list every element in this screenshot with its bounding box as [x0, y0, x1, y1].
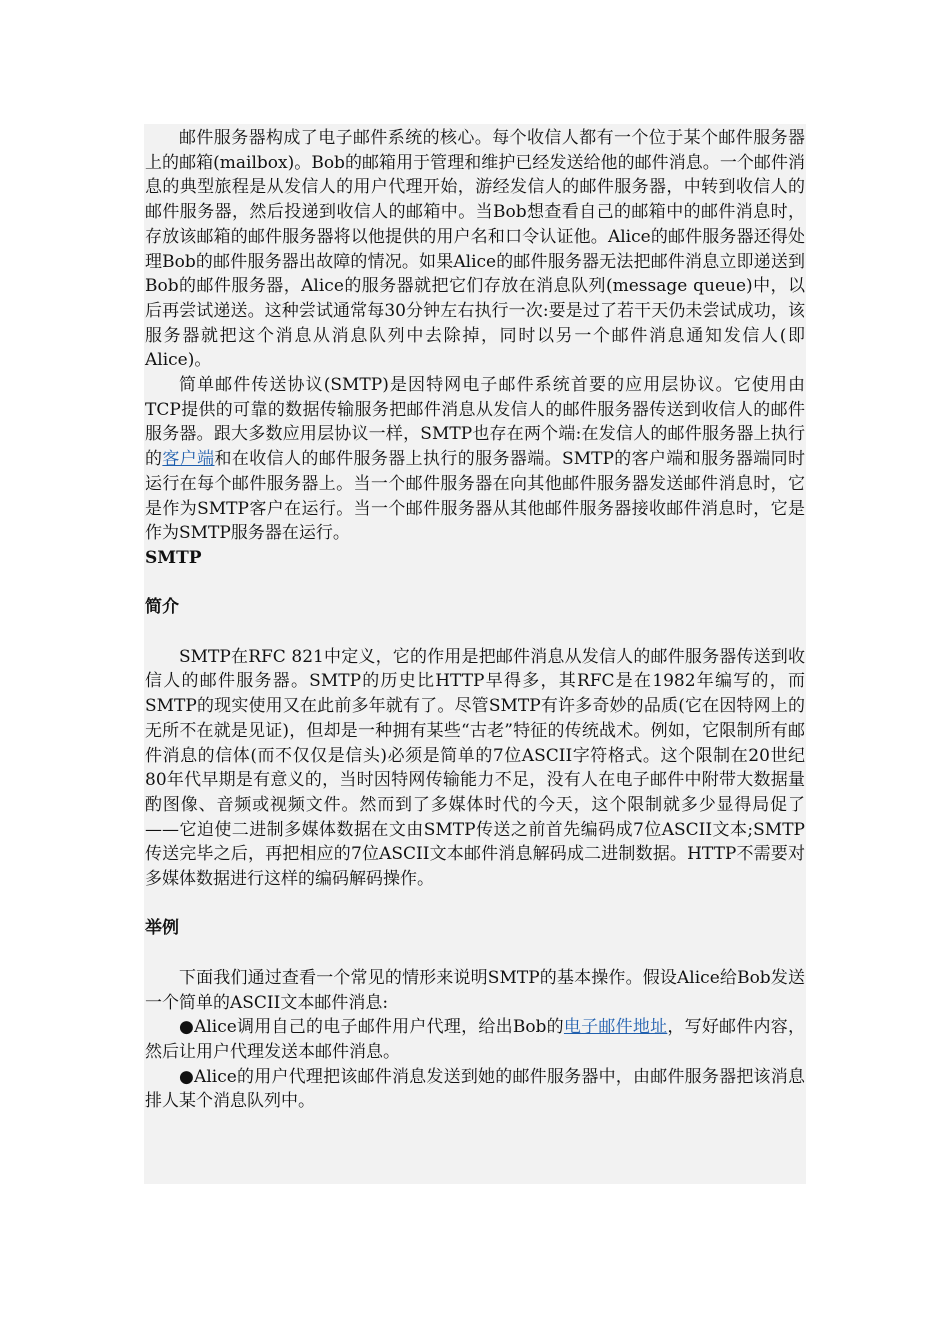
heading-smtp: SMTP	[145, 547, 202, 568]
heading-intro: 简介	[145, 597, 179, 618]
spacer	[145, 620, 805, 645]
list-item	[145, 1015, 805, 1064]
list-item: ●Alice的用户代理把该邮件消息发送到她的邮件服务器中，由邮件服务器把该消息排人某个消息队列中。	[145, 1066, 805, 1112]
text-run: 简单邮件传送协议(SMTP)是因特网电子邮件系统首要的应用层协议。它使用由TCP提供的可靠的数据传输服务把邮件消息从发信人的邮件服务器传送到收信人的邮件服务器。跟大多数应用层协议一样，SMTP也存在两个端:在发信人的邮件服务器上执行的	[145, 375, 805, 470]
heading-example: 举例	[145, 918, 179, 939]
paragraph-mail-server	[145, 126, 805, 373]
spacer	[145, 892, 805, 917]
paragraph-text: SMTP在RFC 821中定义，它的作用是把邮件消息从发信人的邮件服务器传送到收信人的邮件服务器。SMTP的历史比HTTP早得多，其RFC是在1982年编写的，而SMTP的现实使用又在此前多年就有了。尽管SMTP有许多奇妙的品质(它在因特网上的无所不在就是见证)，但却是一种拥有某些“古老”特征的传统战术。例如，它限制所有邮件消息的信体(而不仅仅是信头)必须是简单的7位ASCII字符格式。这个限制在20世纪80年代早期是有意义的，当时因特网传输能力不足，没有人在电子邮件中附带大数据量酌图像、音频或视频文件。然而到了多媒体时代的今天，这个限制就多少显得局促了——它迫使二进制多媒体数据在文由SMTP传送之前首先编码成7位ASCII文本;SMTP传送完毕之后，再把相应的7位ASCII文本邮件消息解码成二进制数据。HTTP不需要对多媒体数据进行这样的编码解码操作。	[145, 646, 805, 890]
paragraph-smtp-overview	[145, 373, 805, 546]
paragraph-text: 下面我们通过查看一个常见的情形来说明SMTP的基本操作。假设Alice给Bob发送一个简单的ASCII文本邮件消息:	[145, 967, 805, 1013]
text-run: 和在收信人的邮件服务器上执行的服务器端。SMTP的客户端和服务器端同时运行在每个邮件服务器上。当一个邮件服务器在向其他邮件服务器发送邮件消息时，它是作为SMTP客户在运行。当一个邮件服务器从其他邮件服务器接收邮件消息时，它是作为SMTP服务器在运行。	[145, 449, 806, 544]
spacer	[145, 941, 805, 966]
spacer	[145, 571, 805, 596]
paragraph-text: 邮件服务器构成了电子邮件系统的核心。每个收信人都有一个位于某个邮件服务器上的邮箱(mailbox)。Bob的邮箱用于管理和维护已经发送给他的邮件消息。一个邮件消息的典型旅程是从发信人的用户代理开始，游经发信人的邮件服务器，中转到收信人的邮件服务器，然后投递到收信人的邮箱中。当Bob想查看自己的邮箱中的邮件消息时，存放该邮箱的邮件服务器将以他提供的用户名和口令认证他。Alice的邮件服务器还得处理Bob的邮件服务器出故障的情况。如果Alice的邮件服务器无法把邮件消息立即递送到Bob的邮件服务器，Alice的服务器就把它们存放在消息队列(message queue)中，以后再尝试递送。这种尝试通常每30分钟左右执行一次:要是过了若干天仍未尝试成功，该服务器就把这个消息从消息队列中去除掉，同时以另一个邮件消息通知发信人(即Alice)。	[145, 128, 805, 371]
paragraph-intro	[145, 645, 805, 892]
text-run: ，写好邮件内容，然后让用户代理发送本邮件消息。	[145, 1017, 806, 1062]
client-link[interactable]: 客户端	[162, 449, 215, 470]
paragraph-text	[145, 373, 805, 546]
paragraph-example	[145, 966, 805, 1015]
text-run: ●Alice调用自己的电子邮件用户代理，给出Bob的	[179, 1017, 564, 1038]
document-body	[145, 126, 805, 1114]
email-address-link[interactable]: 电子邮件地址	[563, 1017, 668, 1038]
